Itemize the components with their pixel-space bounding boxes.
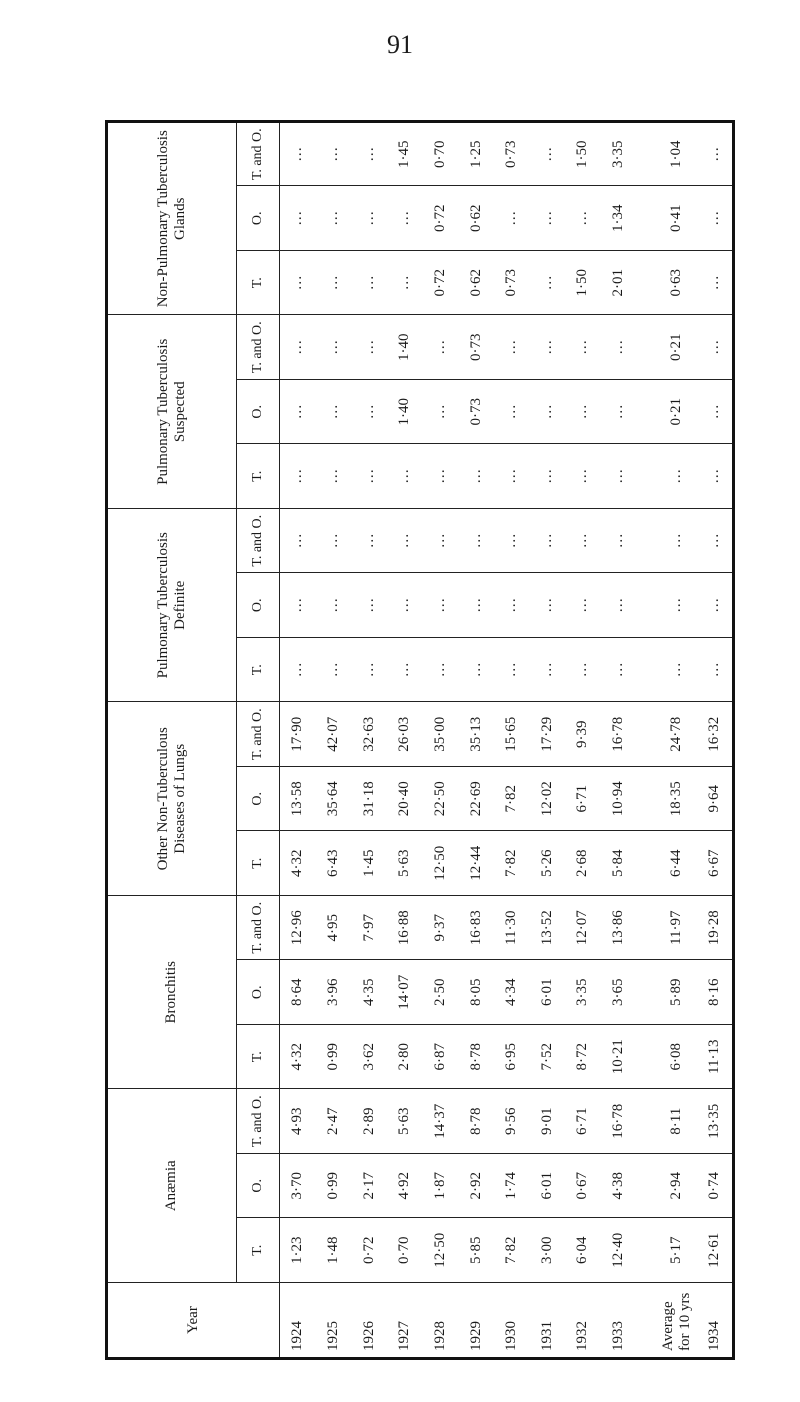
column-subheader: T. xyxy=(237,251,280,316)
value-cell: 16·88 xyxy=(387,896,423,961)
value-cell: 6·67 xyxy=(696,831,733,896)
value-cell: 4·93 xyxy=(280,1089,316,1154)
value-cell: 6·44 xyxy=(657,831,696,896)
value-cell: 5·26 xyxy=(529,831,565,896)
table-row xyxy=(351,122,387,1359)
value-cell: … xyxy=(351,444,387,509)
value-cell: 1·74 xyxy=(494,1154,530,1219)
value-cell: 0·72 xyxy=(351,1218,387,1283)
group-header-pulmonary-tb-definite: Pulmonary Tuberculosis Definite xyxy=(107,509,237,703)
value-cell: … xyxy=(494,638,530,703)
table-row xyxy=(387,122,423,1359)
value-cell: 12·40 xyxy=(601,1218,637,1283)
table-row xyxy=(565,122,601,1359)
value-cell: 22·69 xyxy=(458,767,494,832)
value-cell: … xyxy=(458,509,494,574)
value-cell: 7·82 xyxy=(494,1218,530,1283)
value-cell: … xyxy=(280,251,316,316)
value-cell: 8·05 xyxy=(458,960,494,1025)
value-cell: 14·37 xyxy=(423,1089,459,1154)
value-cell: … xyxy=(601,380,637,445)
value-cell xyxy=(636,380,657,445)
value-cell: 1·50 xyxy=(565,122,601,187)
value-cell: … xyxy=(657,573,696,638)
value-cell: 0·62 xyxy=(458,251,494,316)
value-cell: … xyxy=(423,315,459,380)
value-cell xyxy=(636,831,657,896)
value-cell: 2·80 xyxy=(387,1025,423,1090)
column-subheader: T. xyxy=(237,638,280,703)
value-cell: … xyxy=(387,638,423,703)
value-cell: … xyxy=(316,444,352,509)
value-cell: … xyxy=(696,122,733,187)
value-cell xyxy=(636,573,657,638)
value-cell: 19·28 xyxy=(696,896,733,961)
group-header-bronchitis: Bronchitis xyxy=(107,896,237,1090)
value-cell: 17·29 xyxy=(529,702,565,767)
spacer-row xyxy=(636,122,657,1359)
value-cell: 3·00 xyxy=(529,1218,565,1283)
value-cell: 6·95 xyxy=(494,1025,530,1090)
value-cell: … xyxy=(529,380,565,445)
value-cell: … xyxy=(351,186,387,251)
value-cell: … xyxy=(565,444,601,509)
value-cell: 2·92 xyxy=(458,1154,494,1219)
value-cell: … xyxy=(387,251,423,316)
table-row xyxy=(316,122,352,1359)
value-cell: … xyxy=(696,509,733,574)
value-cell: 14·07 xyxy=(387,960,423,1025)
column-subheader: O. xyxy=(237,960,280,1025)
value-cell: 16·78 xyxy=(601,1089,637,1154)
subheader-row xyxy=(237,122,280,1359)
value-cell: 5·17 xyxy=(657,1218,696,1283)
year-cell: 1927 xyxy=(387,1283,423,1359)
value-cell: 1·25 xyxy=(458,122,494,187)
group-header-row xyxy=(107,122,237,1359)
value-cell: … xyxy=(494,315,530,380)
value-cell: 5·85 xyxy=(458,1218,494,1283)
value-cell xyxy=(636,186,657,251)
value-cell: 16·78 xyxy=(601,702,637,767)
value-cell: 6·87 xyxy=(423,1025,459,1090)
value-cell: 0·72 xyxy=(423,186,459,251)
value-cell: … xyxy=(657,638,696,703)
value-cell: 13·35 xyxy=(696,1089,733,1154)
value-cell: 11·30 xyxy=(494,896,530,961)
value-cell: … xyxy=(657,509,696,574)
value-cell: … xyxy=(351,251,387,316)
value-cell xyxy=(636,444,657,509)
value-cell: … xyxy=(529,509,565,574)
value-cell: 1·45 xyxy=(351,831,387,896)
year-cell: 1934 xyxy=(696,1283,733,1359)
value-cell: 15·65 xyxy=(494,702,530,767)
value-cell xyxy=(636,702,657,767)
column-subheader: T. and O. xyxy=(237,509,280,574)
value-cell: … xyxy=(529,444,565,509)
value-cell: 8·78 xyxy=(458,1089,494,1154)
table-row xyxy=(458,122,494,1359)
value-cell: 16·83 xyxy=(458,896,494,961)
value-cell: 5·63 xyxy=(387,1089,423,1154)
value-cell: … xyxy=(316,380,352,445)
column-subheader: T. and O. xyxy=(237,1089,280,1154)
value-cell: … xyxy=(316,315,352,380)
value-cell: 35·64 xyxy=(316,767,352,832)
value-cell: … xyxy=(316,251,352,316)
value-cell: 13·86 xyxy=(601,896,637,961)
value-cell: 18·35 xyxy=(657,767,696,832)
value-cell: 7·82 xyxy=(494,767,530,832)
value-cell: … xyxy=(494,380,530,445)
value-cell: 1·87 xyxy=(423,1154,459,1219)
value-cell: … xyxy=(458,573,494,638)
value-cell: 9·01 xyxy=(529,1089,565,1154)
value-cell: … xyxy=(316,122,352,187)
statistics-table xyxy=(105,120,735,1360)
value-cell: … xyxy=(601,638,637,703)
value-cell: 2·17 xyxy=(351,1154,387,1219)
value-cell: 2·89 xyxy=(351,1089,387,1154)
value-cell: … xyxy=(529,573,565,638)
value-cell: 4·32 xyxy=(280,1025,316,1090)
column-subheader: T. xyxy=(237,1025,280,1090)
value-cell: … xyxy=(565,509,601,574)
value-cell: 13·58 xyxy=(280,767,316,832)
value-cell: … xyxy=(458,638,494,703)
value-cell: … xyxy=(387,509,423,574)
column-subheader: T. and O. xyxy=(237,702,280,767)
value-cell: … xyxy=(280,315,316,380)
value-cell: … xyxy=(280,638,316,703)
value-cell: … xyxy=(696,186,733,251)
value-cell: 12·50 xyxy=(423,831,459,896)
value-cell: … xyxy=(696,573,733,638)
value-cell: … xyxy=(601,573,637,638)
value-cell: … xyxy=(494,186,530,251)
value-cell: 0·73 xyxy=(458,315,494,380)
value-cell: 1·34 xyxy=(601,186,637,251)
value-cell: … xyxy=(601,509,637,574)
value-cell: 32·63 xyxy=(351,702,387,767)
table-frame xyxy=(105,120,735,1360)
value-cell: 0·67 xyxy=(565,1154,601,1219)
value-cell: 35·00 xyxy=(423,702,459,767)
value-cell: 1·23 xyxy=(280,1218,316,1283)
value-cell: … xyxy=(280,444,316,509)
value-cell: 8·11 xyxy=(657,1089,696,1154)
column-subheader: T. xyxy=(237,1218,280,1283)
value-cell: 0·73 xyxy=(494,122,530,187)
value-cell: 1·50 xyxy=(565,251,601,316)
value-cell xyxy=(636,767,657,832)
value-cell: 10·21 xyxy=(601,1025,637,1090)
column-subheader: O. xyxy=(237,1154,280,1219)
value-cell: … xyxy=(351,122,387,187)
value-cell: 13·52 xyxy=(529,896,565,961)
value-cell: 12·44 xyxy=(458,831,494,896)
value-cell: … xyxy=(529,186,565,251)
table-row xyxy=(657,122,696,1359)
value-cell: … xyxy=(696,315,733,380)
value-cell: 6·08 xyxy=(657,1025,696,1090)
value-cell: … xyxy=(494,509,530,574)
value-cell: 0·99 xyxy=(316,1154,352,1219)
value-cell xyxy=(636,896,657,961)
column-subheader: T. and O. xyxy=(237,896,280,961)
value-cell: 8·16 xyxy=(696,960,733,1025)
value-cell: … xyxy=(280,509,316,574)
table-row xyxy=(696,122,733,1359)
value-cell: 6·01 xyxy=(529,960,565,1025)
value-cell: 0·72 xyxy=(423,251,459,316)
value-cell: 2·68 xyxy=(565,831,601,896)
value-cell: … xyxy=(657,444,696,509)
value-cell: 6·04 xyxy=(565,1218,601,1283)
year-header: Year xyxy=(107,1283,280,1359)
value-cell: 3·35 xyxy=(565,960,601,1025)
value-cell: 8·78 xyxy=(458,1025,494,1090)
value-cell: … xyxy=(316,638,352,703)
value-cell: 0·63 xyxy=(657,251,696,316)
value-cell: 1·04 xyxy=(657,122,696,187)
value-cell: 3·62 xyxy=(351,1025,387,1090)
value-cell: … xyxy=(423,509,459,574)
value-cell: 9·56 xyxy=(494,1089,530,1154)
value-cell: 5·89 xyxy=(657,960,696,1025)
value-cell: 4·34 xyxy=(494,960,530,1025)
value-cell: … xyxy=(696,251,733,316)
value-cell xyxy=(636,1089,657,1154)
value-cell: … xyxy=(423,638,459,703)
value-cell: 4·92 xyxy=(387,1154,423,1219)
table-row xyxy=(494,122,530,1359)
value-cell: 2·94 xyxy=(657,1154,696,1219)
rotated-table-container xyxy=(105,120,735,1360)
year-cell: 1925 xyxy=(316,1283,352,1359)
value-cell xyxy=(636,960,657,1025)
value-cell: … xyxy=(351,573,387,638)
value-cell: 0·73 xyxy=(494,251,530,316)
value-cell: 11·13 xyxy=(696,1025,733,1090)
value-cell: … xyxy=(494,444,530,509)
value-cell: … xyxy=(423,380,459,445)
value-cell: … xyxy=(565,186,601,251)
table-row xyxy=(423,122,459,1359)
value-cell: 7·52 xyxy=(529,1025,565,1090)
column-subheader: O. xyxy=(237,573,280,638)
value-cell: 1·40 xyxy=(387,380,423,445)
value-cell xyxy=(636,1025,657,1090)
value-cell: 35·13 xyxy=(458,702,494,767)
year-cell: 1929 xyxy=(458,1283,494,1359)
value-cell: 12·07 xyxy=(565,896,601,961)
value-cell: 7·97 xyxy=(351,896,387,961)
value-cell: 7·82 xyxy=(494,831,530,896)
column-subheader: O. xyxy=(237,767,280,832)
value-cell: … xyxy=(423,444,459,509)
value-cell: 0·21 xyxy=(657,380,696,445)
value-cell: … xyxy=(696,444,733,509)
value-cell: 5·84 xyxy=(601,831,637,896)
column-subheader: T. and O. xyxy=(237,122,280,187)
table-row xyxy=(280,122,316,1359)
value-cell: 3·65 xyxy=(601,960,637,1025)
value-cell: … xyxy=(565,380,601,445)
value-cell: 1·48 xyxy=(316,1218,352,1283)
value-cell xyxy=(636,122,657,187)
value-cell: 12·50 xyxy=(423,1218,459,1283)
year-cell: 1933 xyxy=(601,1283,637,1359)
value-cell: … xyxy=(280,573,316,638)
value-cell: … xyxy=(351,315,387,380)
value-cell: 4·38 xyxy=(601,1154,637,1219)
value-cell: 2·01 xyxy=(601,251,637,316)
value-cell: 9·39 xyxy=(565,702,601,767)
year-cell: 1928 xyxy=(423,1283,459,1359)
value-cell xyxy=(636,251,657,316)
value-cell: 22·50 xyxy=(423,767,459,832)
value-cell xyxy=(636,315,657,380)
value-cell: 9·64 xyxy=(696,767,733,832)
value-cell: … xyxy=(529,315,565,380)
value-cell: 6·01 xyxy=(529,1154,565,1219)
year-cell: 1924 xyxy=(280,1283,316,1359)
table-row xyxy=(529,122,565,1359)
value-cell: 0·21 xyxy=(657,315,696,380)
value-cell: … xyxy=(280,380,316,445)
value-cell: … xyxy=(387,444,423,509)
value-cell: 0·70 xyxy=(387,1218,423,1283)
value-cell xyxy=(636,638,657,703)
value-cell: … xyxy=(351,380,387,445)
value-cell: 1·40 xyxy=(387,315,423,380)
value-cell: 12·61 xyxy=(696,1218,733,1283)
value-cell: 20·40 xyxy=(387,767,423,832)
table-body xyxy=(280,122,734,1359)
year-cell: Average for 10 yrs xyxy=(657,1283,696,1359)
value-cell: 4·35 xyxy=(351,960,387,1025)
column-subheader: T. and O. xyxy=(237,315,280,380)
value-cell: 0·41 xyxy=(657,186,696,251)
group-header-non-pulmonary-tb-glands: Non-Pulmonary Tuberculosis Glands xyxy=(107,122,237,316)
value-cell: 0·99 xyxy=(316,1025,352,1090)
value-cell: 2·50 xyxy=(423,960,459,1025)
year-cell: 1932 xyxy=(565,1283,601,1359)
value-cell: … xyxy=(458,444,494,509)
value-cell: … xyxy=(494,573,530,638)
value-cell: 1·45 xyxy=(387,122,423,187)
column-subheader: O. xyxy=(237,380,280,445)
value-cell: 9·37 xyxy=(423,896,459,961)
year-cell: 1931 xyxy=(529,1283,565,1359)
value-cell: 3·35 xyxy=(601,122,637,187)
value-cell: 8·72 xyxy=(565,1025,601,1090)
value-cell: 11·97 xyxy=(657,896,696,961)
column-subheader: T. xyxy=(237,444,280,509)
value-cell: 8·64 xyxy=(280,960,316,1025)
value-cell: 6·71 xyxy=(565,767,601,832)
value-cell: 4·32 xyxy=(280,831,316,896)
value-cell: 26·03 xyxy=(387,702,423,767)
value-cell: … xyxy=(565,573,601,638)
value-cell: … xyxy=(696,380,733,445)
value-cell: 6·43 xyxy=(316,831,352,896)
value-cell: … xyxy=(387,573,423,638)
value-cell: 0·62 xyxy=(458,186,494,251)
value-cell: … xyxy=(529,251,565,316)
table-row xyxy=(601,122,637,1359)
group-header-pulmonary-tb-suspected: Pulmonary Tuberculosis Suspected xyxy=(107,315,237,509)
value-cell: 12·02 xyxy=(529,767,565,832)
value-cell: 17·90 xyxy=(280,702,316,767)
value-cell: … xyxy=(280,186,316,251)
value-cell: … xyxy=(601,444,637,509)
value-cell: 5·63 xyxy=(387,831,423,896)
value-cell: 0·74 xyxy=(696,1154,733,1219)
value-cell: … xyxy=(387,186,423,251)
value-cell: … xyxy=(316,186,352,251)
value-cell: … xyxy=(351,509,387,574)
value-cell: 16·32 xyxy=(696,702,733,767)
value-cell: … xyxy=(696,638,733,703)
value-cell: … xyxy=(529,122,565,187)
year-cell: 1930 xyxy=(494,1283,530,1359)
value-cell: 42·07 xyxy=(316,702,352,767)
value-cell: … xyxy=(316,573,352,638)
group-header-other-lung-diseases: Other Non-Tuberculous Diseases of Lungs xyxy=(107,702,237,896)
year-cell xyxy=(636,1283,657,1359)
year-cell: 1926 xyxy=(351,1283,387,1359)
column-subheader: T. xyxy=(237,831,280,896)
value-cell: 3·70 xyxy=(280,1154,316,1219)
value-cell: … xyxy=(316,509,352,574)
value-cell: … xyxy=(565,315,601,380)
value-cell: 12·96 xyxy=(280,896,316,961)
value-cell: … xyxy=(423,573,459,638)
column-subheader: O. xyxy=(237,186,280,251)
value-cell: 6·71 xyxy=(565,1089,601,1154)
value-cell xyxy=(636,509,657,574)
value-cell: … xyxy=(280,122,316,187)
value-cell xyxy=(636,1218,657,1283)
value-cell: 31·18 xyxy=(351,767,387,832)
value-cell: 0·70 xyxy=(423,122,459,187)
value-cell: … xyxy=(565,638,601,703)
value-cell: 3·96 xyxy=(316,960,352,1025)
value-cell: 2·47 xyxy=(316,1089,352,1154)
group-header-anaemia: Anæmia xyxy=(107,1089,237,1283)
value-cell: 4·95 xyxy=(316,896,352,961)
value-cell: … xyxy=(529,638,565,703)
value-cell xyxy=(636,1154,657,1219)
page-number: 91 xyxy=(387,30,413,59)
value-cell: 0·73 xyxy=(458,380,494,445)
value-cell: 24·78 xyxy=(657,702,696,767)
value-cell: … xyxy=(601,315,637,380)
value-cell: 10·94 xyxy=(601,767,637,832)
value-cell: … xyxy=(351,638,387,703)
